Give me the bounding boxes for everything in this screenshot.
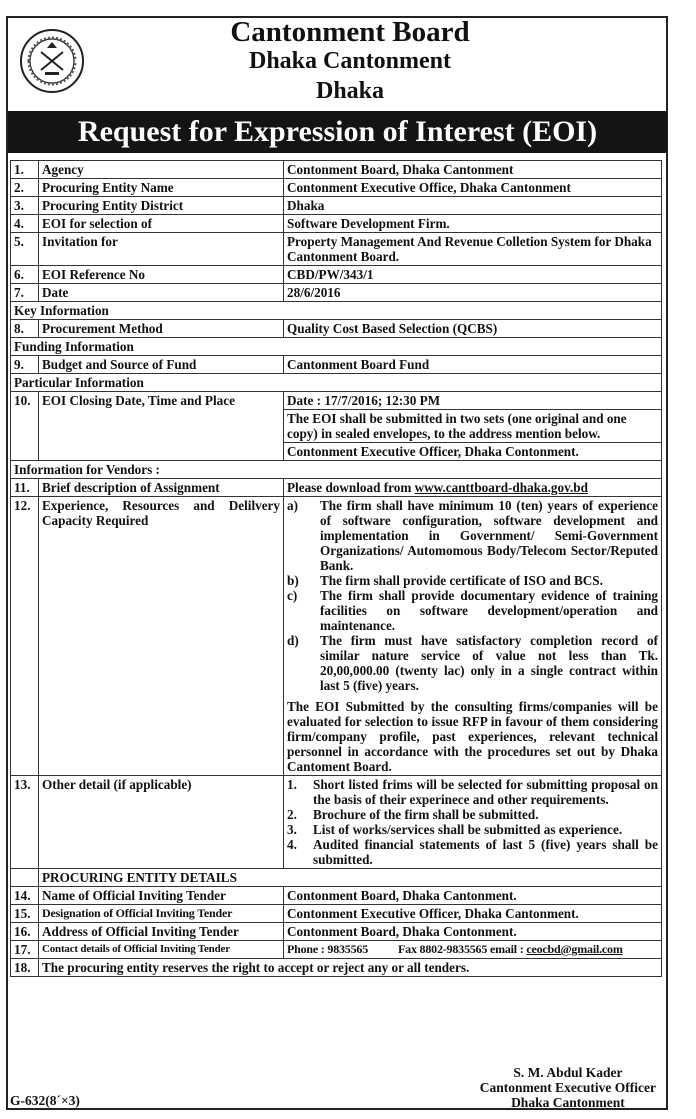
row-label: Other detail (if applicable) [39, 776, 284, 869]
row-value: Contonment Board, Dhaka Cantonment [284, 161, 662, 179]
row-value: Date : 17/7/2016; 12:30 PM [284, 392, 662, 410]
row-label: Experience, Resources and Delilvery Capacity Required [39, 497, 284, 776]
other-details-cell [284, 776, 662, 869]
row-value: Property Management And Revenue Colletion System for Dhaka Cantonment Board. [284, 233, 662, 266]
section-row [11, 338, 662, 356]
table-row [11, 284, 662, 302]
item-marker: 2. [287, 807, 297, 822]
row-number: 15. [11, 905, 39, 923]
evaluation-note: The EOI Submitted by the consulting firms/companies will be evaluated for selection to issue RFP in favour of them considering firm/company profile, past experiences, relevant technical personnel in accordance with the procedures set out by Dhaka Cantoment Board. [287, 699, 658, 774]
table-row [11, 215, 662, 233]
row-number: 2. [11, 179, 39, 197]
email-link[interactable]: ceocbd@gmail.com [526, 942, 623, 956]
item-text: The firm shall provide certificate of ISO and BCS. [320, 573, 603, 588]
row-label: Procurement Method [39, 320, 284, 338]
row-label: Invitation for [39, 233, 284, 266]
requirement-item [287, 498, 658, 573]
row-number: 11. [11, 479, 39, 497]
row-value: The procuring entity reserves the right to accept or reject any or all tenders. [39, 959, 662, 977]
row-value: Dhaka [284, 197, 662, 215]
row-value: Contonment Executive Office, Dhaka Cantonment [284, 179, 662, 197]
section-heading: PROCURING ENTITY DETAILS [39, 869, 662, 887]
row-label: EOI Reference No [39, 266, 284, 284]
table-row [11, 356, 662, 374]
item-marker: b) [287, 573, 299, 588]
row-number: 3. [11, 197, 39, 215]
row-value: 28/6/2016 [284, 284, 662, 302]
website-link[interactable]: www.canttboard-dhaka.gov.bd [414, 480, 588, 495]
item-text: Brochure of the firm shall be submitted. [313, 807, 539, 822]
table-row [11, 320, 662, 338]
section-heading: Particular Information [11, 374, 662, 392]
item-text: List of works/services shall be submitted as experience. [313, 822, 623, 837]
signatory-place: Dhaka Cantonment [511, 1095, 625, 1110]
table-row [11, 479, 662, 497]
eoi-table [10, 160, 662, 977]
row-label: Budget and Source of Fund [39, 356, 284, 374]
item-text: The firm must have satisfactory completion record of similar nature service of value not less than Tk. 20,00,000.00 (twenty lac) only in a single contract within last 5 (five) years. [320, 633, 658, 693]
detail-item [287, 822, 658, 837]
row-label: Date [39, 284, 284, 302]
cantonment-board-seal-icon [19, 28, 85, 94]
item-marker: c) [287, 588, 298, 603]
signature-block [480, 1065, 656, 1110]
row-number: 16. [11, 923, 39, 941]
row-label: Address of Official Inviting Tender [39, 923, 284, 941]
row-label: EOI Closing Date, Time and Place [39, 392, 284, 461]
row-number: 7. [11, 284, 39, 302]
signatory-name: S. M. Abdul Kader [513, 1065, 623, 1080]
detail-item [287, 807, 658, 822]
row-number: 5. [11, 233, 39, 266]
download-prefix: Please download from [287, 480, 415, 495]
section-row [11, 374, 662, 392]
row-value: Contonment Board, Dhaka Contonment. [284, 923, 662, 941]
row-number: 8. [11, 320, 39, 338]
phone-number: Phone : 9835565 [287, 942, 369, 956]
row-value-address: Contonment Executive Officer, Dhaka Contonment. [284, 443, 662, 461]
table-row [11, 887, 662, 905]
row-label: Brief description of Assignment [39, 479, 284, 497]
row-number: 18. [11, 959, 39, 977]
requirement-item [287, 573, 658, 588]
section-row [11, 869, 662, 887]
row-value: Quality Cost Based Selection (QCBS) [284, 320, 662, 338]
row-value: Contonment Executive Officer, Dhaka Cantonment. [284, 905, 662, 923]
row-label: Agency [39, 161, 284, 179]
row-number: 12. [11, 497, 39, 776]
section-row [11, 461, 662, 479]
signatory-title: Cantonment Executive Officer [479, 1080, 656, 1095]
requirement-item [287, 588, 658, 633]
row-number: 10. [11, 392, 39, 461]
table-row [11, 923, 662, 941]
section-heading: Information for Vendors : [11, 461, 662, 479]
item-text: Short listed frims will be selected for submitting proposal on the basis of their experinece and other requirements. [313, 777, 658, 807]
row-number: 14. [11, 887, 39, 905]
item-marker: d) [287, 633, 299, 648]
eoi-banner: Request for Expression of Interest (EOI) [8, 111, 667, 153]
table-row [11, 776, 662, 869]
table-row [11, 197, 662, 215]
board-title: Cantonment Board [230, 16, 470, 48]
row-label: Name of Official Inviting Tender [39, 887, 284, 905]
table-row [11, 497, 662, 776]
table-row [11, 233, 662, 266]
row-number: 13. [11, 776, 39, 869]
table-row [11, 179, 662, 197]
row-value: Contonment Board, Dhaka Cantonment. [284, 887, 662, 905]
table-row [11, 941, 662, 959]
row-value: CBD/PW/343/1 [284, 266, 662, 284]
item-marker: 3. [287, 822, 297, 837]
item-marker: 1. [287, 777, 297, 792]
table-row [11, 266, 662, 284]
item-marker: 4. [287, 837, 297, 852]
advertisement-code: G-632(8´×3) [10, 1093, 80, 1108]
row-number: 17. [11, 941, 39, 959]
row-number: 9. [11, 356, 39, 374]
item-text: The firm shall have minimum 10 (ten) years of experience of software configuration, software development and implementation in Government/ Semi-Government Organizations/ Automomous Body/Telecom Sector/Reputed Bank. [320, 498, 658, 573]
item-text: The firm shall provide documentary evidence of training facilities on software development/operation and maintenance. [320, 588, 658, 633]
board-subtitle: Dhaka Cantonment [248, 48, 452, 74]
table-row [11, 959, 662, 977]
table-row [11, 905, 662, 923]
section-row [11, 302, 662, 320]
row-value [284, 479, 662, 497]
requirement-item [287, 633, 658, 693]
row-value: Software Development Firm. [284, 215, 662, 233]
section-heading: Key Information [11, 302, 662, 320]
contact-cell [284, 941, 662, 959]
row-label: Procuring Entity District [39, 197, 284, 215]
row-number: 6. [11, 266, 39, 284]
section-heading: Funding Information [11, 338, 662, 356]
row-label: Contact details of Official Inviting Tender [39, 941, 284, 959]
row-value: Cantonment Board Fund [284, 356, 662, 374]
row-number: 1. [11, 161, 39, 179]
row-value-submission: The EOI shall be submitted in two sets (one original and one copy) in sealed envelopes, to the address mention below. [284, 410, 662, 443]
requirements-cell [284, 497, 662, 776]
row-label: Procuring Entity Name [39, 179, 284, 197]
detail-item [287, 777, 658, 807]
table-row [11, 161, 662, 179]
row-label: EOI for selection of [39, 215, 284, 233]
fax-email-label: Fax 8802-9835565 email : [398, 942, 527, 956]
detail-item [287, 837, 658, 867]
table-row [11, 392, 662, 410]
row-number: 4. [11, 215, 39, 233]
board-city: Dhaka [315, 78, 385, 104]
item-text: Audited financial statements of last 5 (five) years shall be submitted. [313, 837, 658, 867]
item-marker: a) [287, 498, 298, 513]
row-label: Designation of Official Inviting Tender [39, 905, 284, 923]
